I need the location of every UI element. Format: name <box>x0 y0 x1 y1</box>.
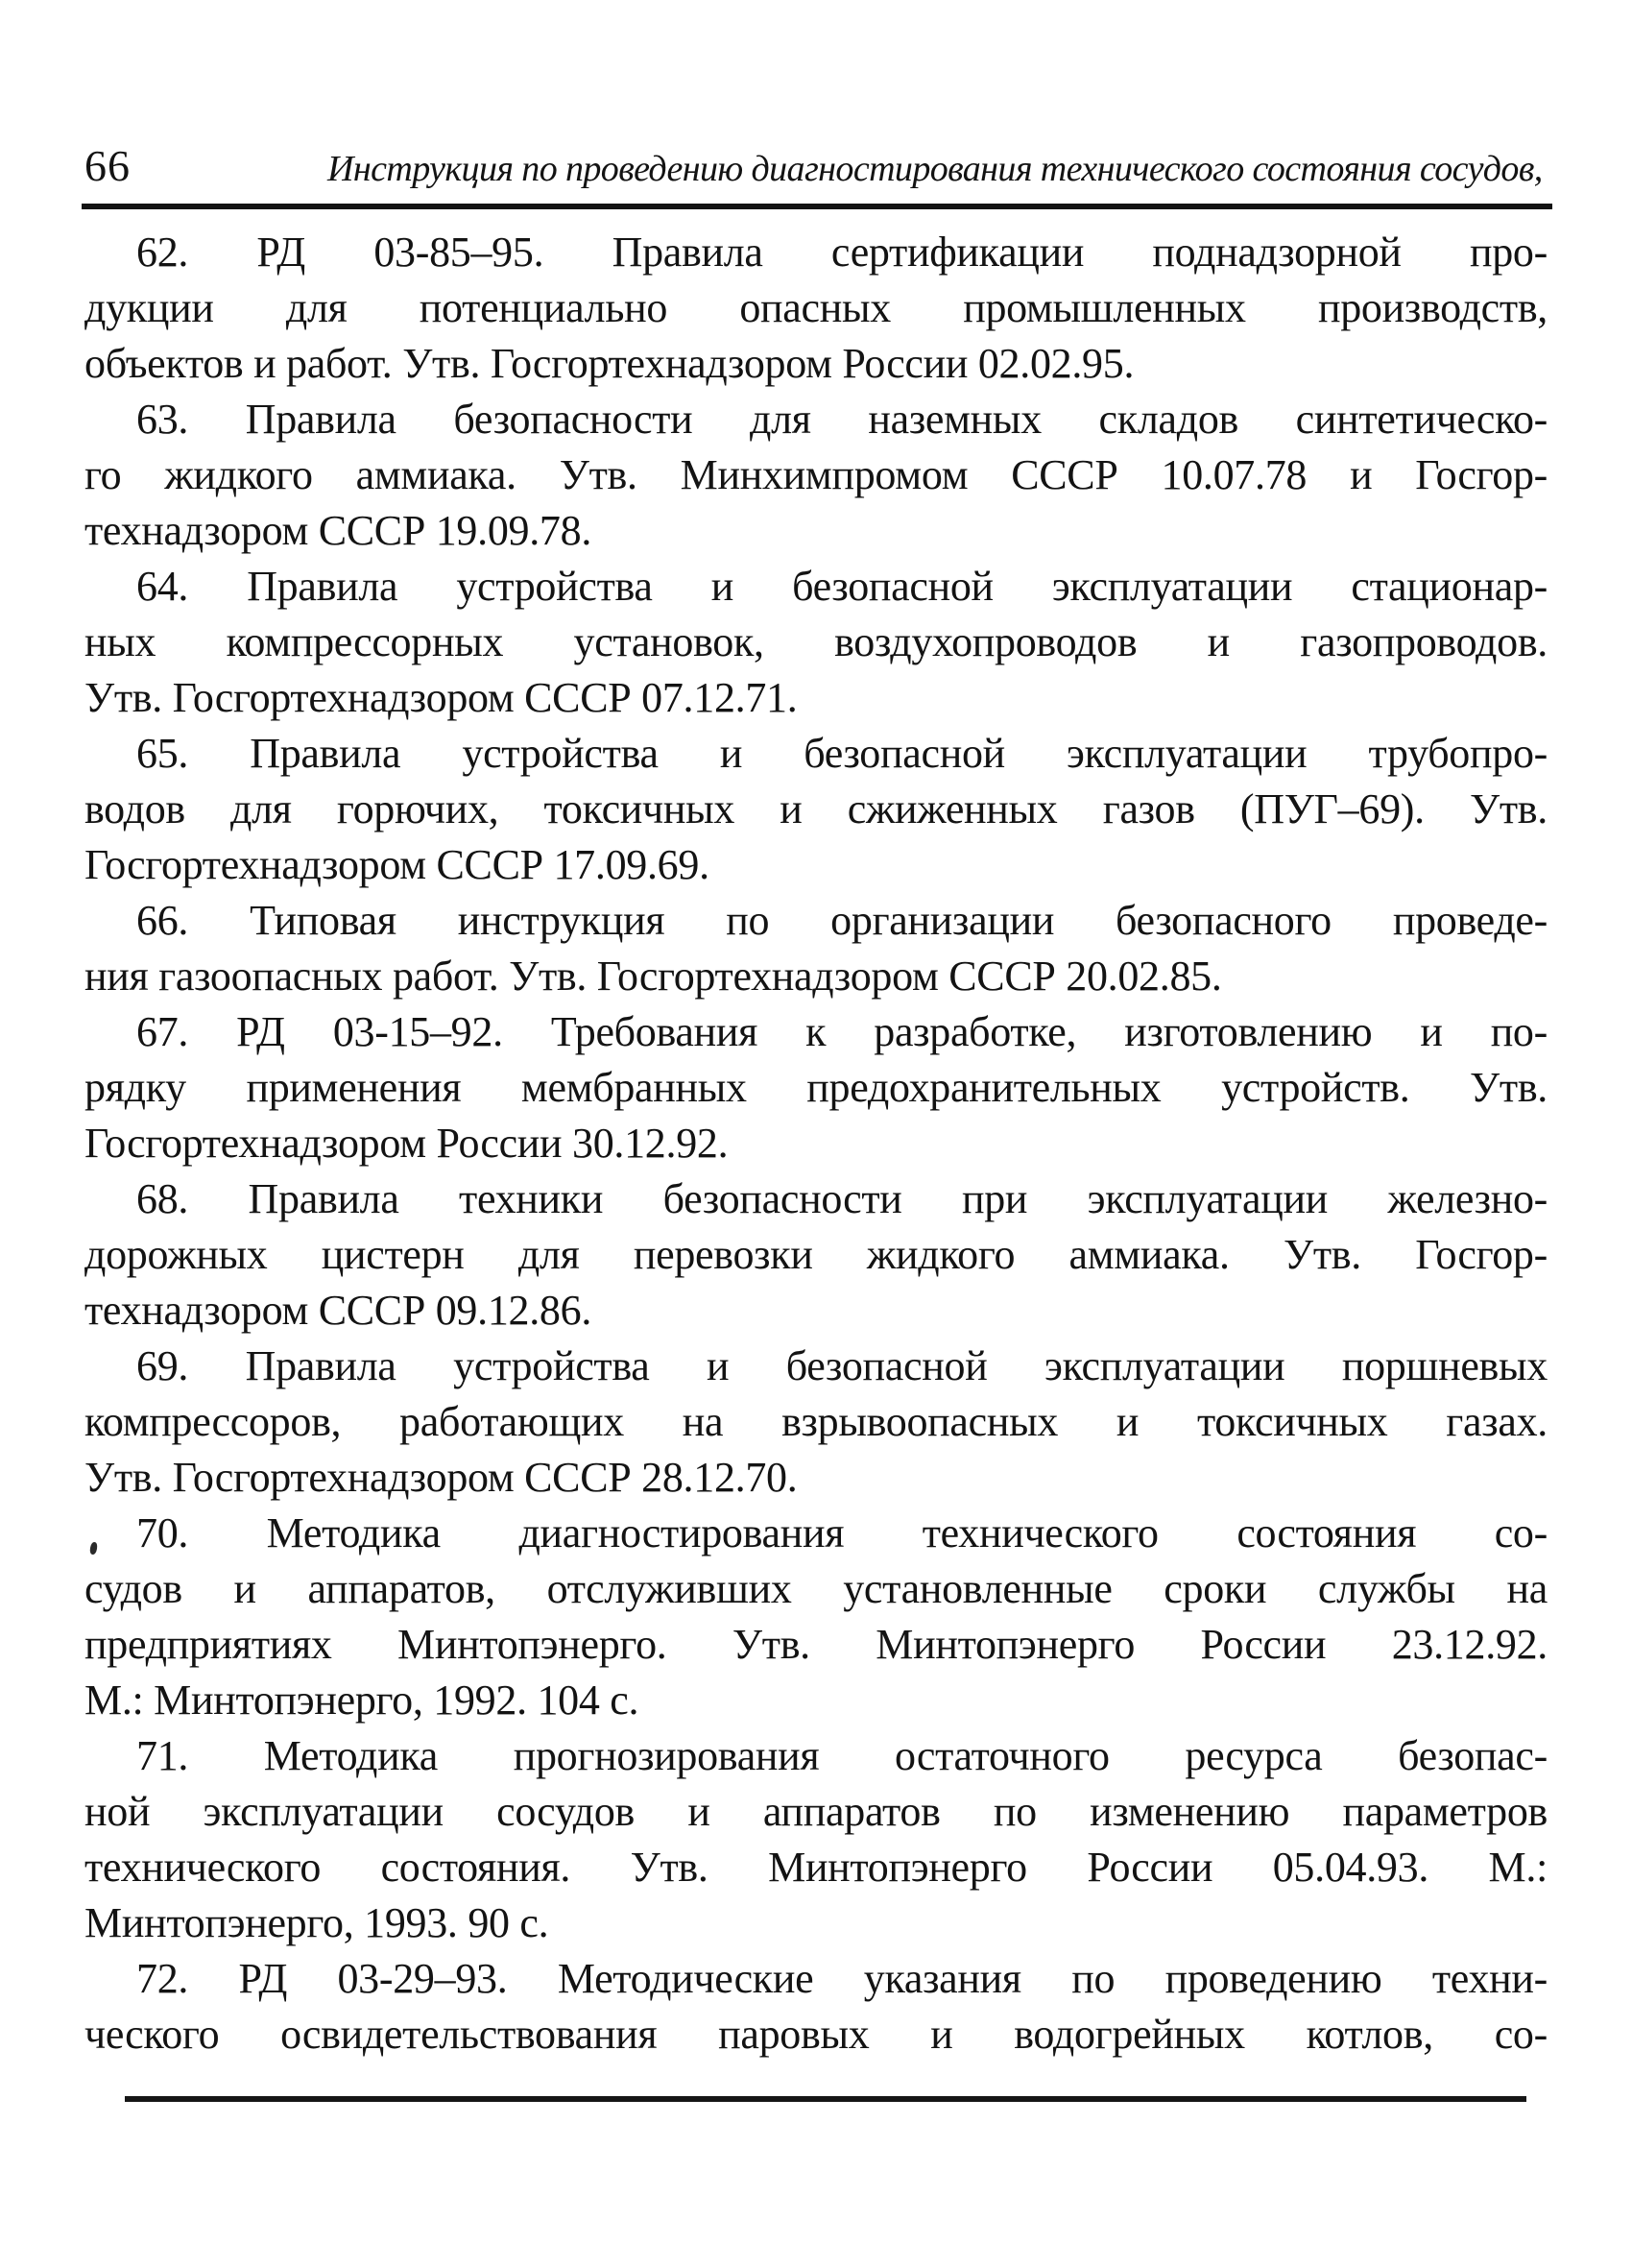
text-line: ной эксплуатации сосудов и аппаратов по изменению параметров <box>84 1788 1548 1835</box>
text-line: 69. Правила устройства и безопасной эксплуатации поршневых <box>136 1342 1548 1389</box>
text-line: Утв. Госгортехнадзором СССР 07.12.71. <box>84 674 798 721</box>
text-line: дорожных цистерн для перевозки жидкого аммиака. Утв. Госгор- <box>84 1231 1548 1278</box>
text-line: технадзором СССР 09.12.86. <box>84 1287 592 1334</box>
list-item-66 <box>84 893 1548 1004</box>
list-item-71 <box>84 1728 1548 1951</box>
text-line: ческого освидетельствования паровых и водогрейных котлов, со- <box>84 2011 1548 2058</box>
running-header-title: Инструкция по проведению диагностирования технического состояния сосудов, <box>327 149 1543 189</box>
text-line: 66. Типовая инструкция по организации безопасного проведе- <box>136 897 1548 944</box>
list-item-65 <box>84 726 1548 893</box>
text-line: объектов и работ. Утв. Госгортехнадзором России 02.02.95. <box>84 340 1135 387</box>
text-line: Госгортехнадзором России 30.12.92. <box>84 1120 729 1167</box>
text-line: Госгортехнадзором СССР 17.09.69. <box>84 841 709 888</box>
text-line: 62. РД 03-85–95. Правила сертификации поднадзорной про- <box>136 229 1548 276</box>
text-line: 65. Правила устройства и безопасной эксплуатации трубопро- <box>136 730 1548 777</box>
text-line: 64. Правила устройства и безопасной эксплуатации стационар- <box>136 563 1548 610</box>
text-line: ных компрессорных установок, воздухопроводов и газопроводов. <box>84 618 1548 665</box>
text-line: предприятиях Минтопэнерго. Утв. Минтопэнерго России 23.12.92. <box>84 1621 1548 1668</box>
text-line: 72. РД 03-29–93. Методические указания по проведению техни- <box>136 1955 1548 2002</box>
text-line: водов для горючих, токсичных и сжиженных газов (ПУГ–69). Утв. <box>84 785 1548 832</box>
list-item-63 <box>84 392 1548 559</box>
text-line: дукции для потенциально опасных промышленных производств, <box>84 284 1548 331</box>
list-item-70 <box>84 1506 1548 1728</box>
text-line: 70. Методика диагностирования технического состояния со- <box>136 1509 1548 1556</box>
text-line: технического состояния. Утв. Минтопэнерго России 05.04.93. М.: <box>84 1844 1548 1891</box>
text-line: 68. Правила техники безопасности при эксплуатации железно- <box>136 1175 1548 1222</box>
reference-list <box>84 225 1548 2063</box>
header-rule <box>82 204 1552 209</box>
text-line: Минтопэнерго, 1993. 90 с. <box>84 1899 549 1946</box>
list-item-69 <box>84 1339 1548 1506</box>
list-item-64 <box>84 559 1548 726</box>
text-line: 67. РД 03-15–92. Требования к разработке, изготовлению и по- <box>136 1008 1548 1055</box>
text-line: рядку применения мембранных предохранительных устройств. Утв. <box>84 1064 1548 1111</box>
text-line: 71. Методика прогнозирования остаточного ресурса безопас- <box>136 1732 1548 1779</box>
text-line: компрессоров, работающих на взрывоопасных и токсичных газах. <box>84 1398 1548 1445</box>
text-line: ния газоопасных работ. Утв. Госгортехнадзором СССР 20.02.85. <box>84 953 1222 1000</box>
page-number: 66 <box>84 141 131 190</box>
text-line: Утв. Госгортехнадзором СССР 28.12.70. <box>84 1454 798 1501</box>
footer-rule <box>125 2096 1526 2102</box>
list-item-67 <box>84 1004 1548 1171</box>
text-line: судов и аппаратов, отслуживших установленные сроки службы на <box>84 1565 1548 1612</box>
list-item-72 <box>84 1951 1548 2063</box>
page-header <box>84 140 1549 191</box>
text-line: технадзором СССР 19.09.78. <box>84 507 592 554</box>
text-line: М.: Минтопэнерго, 1992. 104 с. <box>84 1677 639 1724</box>
list-item-62 <box>84 225 1548 392</box>
text-line: 63. Правила безопасности для наземных складов синтетическо- <box>136 396 1548 443</box>
text-line: го жидкого аммиака. Утв. Минхимпромом СССР 10.07.78 и Госгор- <box>84 451 1548 498</box>
list-item-68 <box>84 1171 1548 1339</box>
